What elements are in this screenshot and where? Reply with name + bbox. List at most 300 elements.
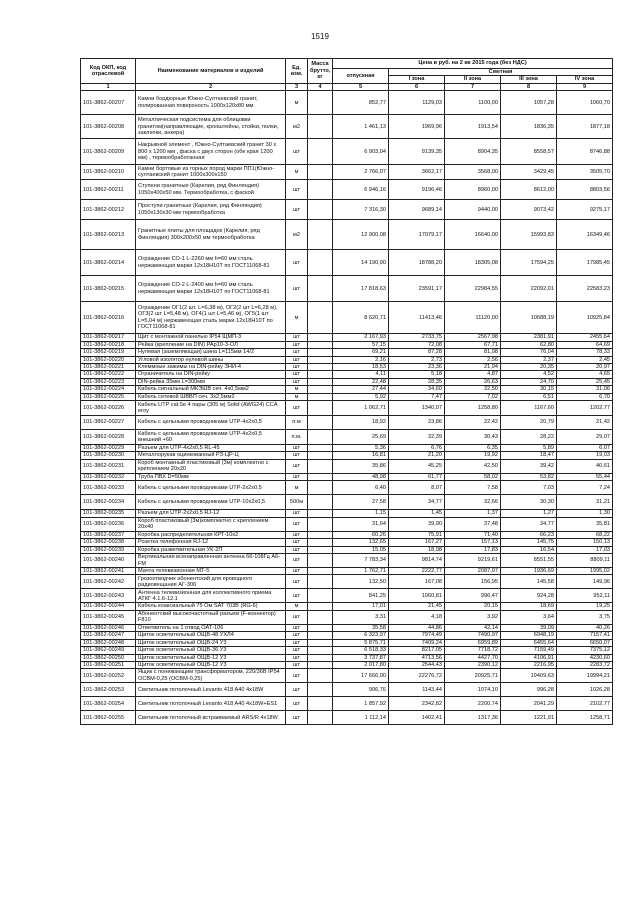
item-code: 101-3862-00235 — [81, 510, 136, 517]
price-zone1: 8,07 — [389, 481, 445, 495]
table-row — [81, 115, 613, 139]
page-number: 1519 — [311, 32, 329, 41]
item-name: Нулевая (заземляющая) шина L=115мм 14/2 — [136, 349, 286, 356]
price-zone2: 4427,70 — [445, 654, 501, 661]
price-zone4: 31,06 — [557, 386, 613, 393]
price-zone1: 167,27 — [389, 539, 445, 546]
item-name: DIN-рейка 35мм L=300мм — [136, 378, 286, 385]
item-code: 101-3862-00239 — [81, 546, 136, 553]
price-zone4: 22583,23 — [557, 276, 613, 302]
price-zone2: 30,43 — [445, 430, 501, 445]
price-zone4: 10925,84 — [557, 302, 613, 334]
price-zone3: 2216,95 — [501, 661, 557, 668]
item-code: 101-3862-00223 — [81, 378, 136, 385]
table-row — [81, 589, 613, 603]
item-code: 101-3862-00234 — [81, 495, 136, 510]
price-otpusk: 8 620,71 — [333, 302, 389, 334]
item-name: Мачта телевизионная МТ-5 — [136, 568, 286, 575]
price-otpusk: 7 316,30 — [333, 200, 389, 220]
item-code: 101-3862-00253 — [81, 683, 136, 697]
item-name: Ограждение СО-1 L-2260 мм h=60 мм сталь нержавеющая марки 12х18Н10Т по ГОСТ11068-81 — [136, 250, 286, 276]
price-zone2: 18305,08 — [445, 250, 501, 276]
price-zone2: 1,37 — [445, 510, 501, 517]
price-zone4: 68,22 — [557, 531, 613, 538]
price-otpusk: 69,21 — [333, 349, 389, 356]
price-otpusk: 1 062,71 — [333, 401, 389, 416]
price-zone2: 17,83 — [445, 546, 501, 553]
item-unit: шт — [286, 575, 308, 589]
price-zone2: 996,47 — [445, 589, 501, 603]
table-row — [81, 697, 613, 711]
item-mass — [308, 180, 333, 200]
item-name: Щиток осветительный ОЩВ-12 У3 — [136, 661, 286, 668]
price-zone2: 156,95 — [445, 575, 501, 589]
item-unit: м2 — [286, 115, 308, 139]
price-zone4: 21,42 — [557, 416, 613, 430]
item-unit: шт — [286, 517, 308, 531]
table-row — [81, 139, 613, 165]
price-zone3: 1936,69 — [501, 568, 557, 575]
item-mass — [308, 517, 333, 531]
price-otpusk: 2,16 — [333, 356, 389, 363]
price-zone3: 2041,29 — [501, 697, 557, 711]
item-unit: шт — [286, 669, 308, 683]
item-code: 101-3862-00229 — [81, 445, 136, 452]
price-otpusk: 1 857,92 — [333, 697, 389, 711]
price-zone4: 2102,77 — [557, 697, 613, 711]
price-zone3: 145,75 — [501, 539, 557, 546]
table-row — [81, 378, 613, 385]
price-otpusk: 1 762,71 — [333, 568, 389, 575]
price-zone1: 4713,56 — [389, 654, 445, 661]
item-name: Проступи гранитные (Карелия, ряд Финляндия) 1050х130х30 мм термообработка — [136, 200, 286, 220]
item-name: Грозоотводчик абонентский для проводного радиовещания АГ-306 — [136, 575, 286, 589]
price-zone3: 1167,60 — [501, 401, 557, 416]
price-zone4: 19,03 — [557, 452, 613, 459]
header-price-group: Цена в руб. на 2 кв 2015 года (без НДС) — [333, 59, 613, 69]
item-code: 101-3862-00243 — [81, 589, 136, 603]
price-zone3: 22092,01 — [501, 276, 557, 302]
price-zone1: 7409,24 — [389, 639, 445, 646]
table-row — [81, 363, 613, 370]
table-row — [81, 683, 613, 697]
price-zone2: 42,14 — [445, 624, 501, 631]
item-name: Вертикальная всенаправленная антенна 66-108Гц А6-FM — [136, 554, 286, 568]
item-code: 101-3862-00213 — [81, 220, 136, 250]
price-zone2: 81,98 — [445, 349, 501, 356]
price-zone1: 4,18 — [389, 610, 445, 624]
item-mass — [308, 452, 333, 459]
price-zone1: 1340,07 — [389, 401, 445, 416]
item-unit: шт — [286, 334, 308, 341]
price-otpusk: 12 900,08 — [333, 220, 389, 250]
item-mass — [308, 378, 333, 385]
item-code: 101-3862-00251 — [81, 661, 136, 668]
price-zone2: 4,87 — [445, 371, 501, 378]
price-zone1: 87,28 — [389, 349, 445, 356]
price-zone3: 20,35 — [501, 363, 557, 370]
item-mass — [308, 473, 333, 480]
item-mass — [308, 481, 333, 495]
item-unit: шт — [286, 363, 308, 370]
price-zone3: 19409,63 — [501, 669, 557, 683]
table-row — [81, 669, 613, 683]
item-unit: шт — [286, 610, 308, 624]
price-zone1: 11413,46 — [389, 302, 445, 334]
price-zone3: 15993,83 — [501, 220, 557, 250]
item-unit: м — [286, 91, 308, 115]
item-mass — [308, 165, 333, 180]
price-otpusk: 5,92 — [333, 393, 389, 400]
price-zone4: 149,96 — [557, 575, 613, 589]
price-zone3: 16,54 — [501, 546, 557, 553]
price-zone2: 20,15 — [445, 603, 501, 610]
price-zone2: 22,42 — [445, 416, 501, 430]
item-code: 101-3862-00227 — [81, 416, 136, 430]
item-mass — [308, 669, 333, 683]
price-zone4: 2283,72 — [557, 661, 613, 668]
price-otpusk: 852,77 — [333, 91, 389, 115]
price-zone4: 55,44 — [557, 473, 613, 480]
price-table — [80, 58, 613, 725]
item-name: Антенна телевизионная для коллективного приема АТКГ 4.1.6-12.1 — [136, 589, 286, 603]
price-zone4: 78,33 — [557, 349, 613, 356]
table-row — [81, 510, 613, 517]
price-zone4: 8809,11 — [557, 554, 613, 568]
price-zone1: 2,73 — [389, 356, 445, 363]
price-zone1: 75,91 — [389, 531, 445, 538]
header-smetnaya: Сметная — [389, 69, 613, 76]
price-otpusk: 2 017,80 — [333, 661, 389, 668]
price-zone3: 6948,19 — [501, 632, 557, 639]
item-mass — [308, 554, 333, 568]
table-row — [81, 165, 613, 180]
item-unit: шт — [286, 632, 308, 639]
item-mass — [308, 393, 333, 400]
price-otpusk: 25,69 — [333, 430, 389, 445]
price-zone1: 9689,14 — [389, 200, 445, 220]
item-unit: шт — [286, 276, 308, 302]
item-code: 101-3862-00228 — [81, 430, 136, 445]
table-row — [81, 517, 613, 531]
table-row — [81, 481, 613, 495]
item-name: Угловой изолятор нулевой шины — [136, 356, 286, 363]
item-code: 101-3862-00255 — [81, 711, 136, 725]
price-zone2: 1913,54 — [445, 115, 501, 139]
price-otpusk: 27,58 — [333, 495, 389, 510]
price-zone4: 35,81 — [557, 517, 613, 531]
item-code: 101-3862-00238 — [81, 539, 136, 546]
item-code: 101-3862-00248 — [81, 639, 136, 646]
item-unit: шт — [286, 356, 308, 363]
table-row — [81, 639, 613, 646]
price-zone4: 1060,70 — [557, 91, 613, 115]
table-row — [81, 546, 613, 553]
price-otpusk: 6,40 — [333, 481, 389, 495]
price-zone3: 3,64 — [501, 610, 557, 624]
item-unit: шт — [286, 697, 308, 711]
item-name: Светильник потолочный Levanto 418 A40 4х18W+ES1 — [136, 697, 286, 711]
item-unit: шт — [286, 180, 308, 200]
price-zone1: 8217,05 — [389, 647, 445, 654]
header-zone4: IV зона — [557, 76, 613, 83]
price-zone1: 2222,77 — [389, 568, 445, 575]
table-row — [81, 180, 613, 200]
price-zone3: 1,27 — [501, 510, 557, 517]
table-row — [81, 341, 613, 348]
item-name: Кабель сигнальный МКЭШВ сеч. 4х0,5мм2 — [136, 386, 286, 393]
price-zone4: 3,75 — [557, 610, 613, 624]
item-mass — [308, 416, 333, 430]
price-zone2: 7,58 — [445, 481, 501, 495]
item-name: Короб монтажный пластиковый (3м) комплектно с креплением 20х20 — [136, 459, 286, 473]
item-mass — [308, 632, 333, 639]
price-zone4: 150,13 — [557, 539, 613, 546]
item-unit: м — [286, 165, 308, 180]
item-name: Кабель сетевой ШВВП сеч. 3х2,5мм2 — [136, 393, 286, 400]
item-unit: шт — [286, 539, 308, 546]
price-zone2: 32,50 — [445, 386, 501, 393]
table-row — [81, 276, 613, 302]
price-zone4: 7157,41 — [557, 632, 613, 639]
item-name: Кабель с цельными проводниками UTP-4х2х0,5 — [136, 416, 286, 430]
price-zone2: 3568,00 — [445, 165, 501, 180]
item-code: 101-3862-00233 — [81, 481, 136, 495]
price-zone2: 1258,80 — [445, 401, 501, 416]
table-row — [81, 624, 613, 631]
item-name: Металлорукав оцинкованный РЗ-ЦР-Ц — [136, 452, 286, 459]
column-number: 7 — [445, 83, 501, 90]
price-otpusk: 17 666,00 — [333, 669, 389, 683]
price-zone4: 8803,56 — [557, 180, 613, 200]
price-zone1: 1129,03 — [389, 91, 445, 115]
price-zone3: 5,89 — [501, 445, 557, 452]
table-row — [81, 401, 613, 416]
price-otpusk: 6 518,33 — [333, 647, 389, 654]
price-zone2: 37,48 — [445, 517, 501, 531]
item-code: 101-3862-00236 — [81, 517, 136, 531]
item-mass — [308, 510, 333, 517]
item-mass — [308, 575, 333, 589]
header-mass: Масса брутто, кг — [308, 59, 333, 84]
price-zone2: 1317,36 — [445, 711, 501, 725]
item-unit: шт — [286, 139, 308, 165]
item-name: Ограждение ОГ1(2 шт. L=6,38 м), ОГ2(2 шт L=6,28 м), ОГ3(2 шт L=5,48 м), ОГ4(1 шт L=5,46 м), ОГ5(1 шт L=5,04 м) нержавеющая сталь марки 12х18Н10Т по ГОСТ11068-81 — [136, 302, 286, 334]
price-zone4: 6,07 — [557, 445, 613, 452]
item-name: Ящик с понижающим трансформатором, 220/36В IP54 ОСВМ-0,25 (ОСВМ-0,25) — [136, 669, 286, 683]
item-mass — [308, 546, 333, 553]
price-zone1: 167,08 — [389, 575, 445, 589]
price-zone2: 67,71 — [445, 341, 501, 348]
table-row — [81, 200, 613, 220]
item-unit: шт — [286, 639, 308, 646]
price-otpusk: 3,31 — [333, 610, 389, 624]
item-unit: шт — [286, 554, 308, 568]
price-zone3: 2381,91 — [501, 334, 557, 341]
item-name: Щиток осветительный ОЩВ-36 У3 — [136, 647, 286, 654]
price-zone1: 1,45 — [389, 510, 445, 517]
price-otpusk: 132,65 — [333, 539, 389, 546]
price-zone4: 1258,71 — [557, 711, 613, 725]
price-otpusk: 1 112,14 — [333, 711, 389, 725]
table-row — [81, 220, 613, 250]
price-otpusk: 6 323,97 — [333, 632, 389, 639]
price-zone3: 4,52 — [501, 371, 557, 378]
item-code: 101-3862-00246 — [81, 624, 136, 631]
item-unit: шт — [286, 568, 308, 575]
price-zone3: 39,09 — [501, 624, 557, 631]
price-zone1: 17079,17 — [389, 220, 445, 250]
price-zone1: 2342,82 — [389, 697, 445, 711]
item-mass — [308, 250, 333, 276]
price-zone1: 1402,41 — [389, 711, 445, 725]
item-mass — [308, 711, 333, 725]
price-zone4: 25,45 — [557, 378, 613, 385]
item-unit: шт — [286, 624, 308, 631]
price-zone1: 21,20 — [389, 452, 445, 459]
price-otpusk: 18,53 — [333, 363, 389, 370]
price-otpusk: 27,44 — [333, 386, 389, 393]
price-zone4: 4,65 — [557, 371, 613, 378]
price-zone4: 6650,07 — [557, 639, 613, 646]
item-mass — [308, 639, 333, 646]
price-zone1: 1143,44 — [389, 683, 445, 697]
price-zone3: 9073,42 — [501, 200, 557, 220]
price-zone4: 8746,88 — [557, 139, 613, 165]
item-code: 101-3862-00230 — [81, 452, 136, 459]
price-otpusk: 60,26 — [333, 531, 389, 538]
table-row — [81, 334, 613, 341]
header-name: Наименование материалов и изделий — [136, 59, 286, 84]
table-row — [81, 539, 613, 546]
price-zone3: 6,51 — [501, 393, 557, 400]
price-otpusk: 5,36 — [333, 445, 389, 452]
item-mass — [308, 647, 333, 654]
item-unit: шт — [286, 546, 308, 553]
item-code: 101-3862-00209 — [81, 139, 136, 165]
column-number: 2 — [136, 83, 286, 90]
price-zone4: 40,26 — [557, 624, 613, 631]
table-row — [81, 711, 613, 725]
price-zone4: 1202,77 — [557, 401, 613, 416]
table-row — [81, 610, 613, 624]
item-unit: шт — [286, 473, 308, 480]
item-name: Труба ПВХ D=50мм — [136, 473, 286, 480]
price-otpusk: 1 461,13 — [333, 115, 389, 139]
price-zone1: 18788,20 — [389, 250, 445, 276]
price-otpusk: 6 946,16 — [333, 180, 389, 200]
price-zone3: 30,15 — [501, 386, 557, 393]
item-code: 101-3862-00215 — [81, 276, 136, 302]
table-row — [81, 416, 613, 430]
price-zone1: 2544,43 — [389, 661, 445, 668]
price-zone1: 34,77 — [389, 495, 445, 510]
item-unit: м — [286, 481, 308, 495]
item-name: Щиток осветительный ОЩВ-48 УХЛ4 — [136, 632, 286, 639]
price-zone3: 924,28 — [501, 589, 557, 603]
item-unit: 500м — [286, 495, 308, 510]
item-code: 101-3862-00207 — [81, 91, 136, 115]
item-unit: шт — [286, 589, 308, 603]
price-zone1: 7,47 — [389, 393, 445, 400]
item-code: 101-3862-00225 — [81, 393, 136, 400]
item-code: 101-3862-00226 — [81, 401, 136, 416]
item-code: 101-3862-00214 — [81, 250, 136, 276]
item-mass — [308, 302, 333, 334]
item-name: Накрывной элемент , Южно-Султаевский гранит 30 x 800 x 1200 мм , фаска с двух сторон (обе края 1200 мм) , термообработанная — [136, 139, 286, 165]
price-zone3: 1057,28 — [501, 91, 557, 115]
item-mass — [308, 624, 333, 631]
item-code: 101-3862-00250 — [81, 654, 136, 661]
price-zone3: 10688,19 — [501, 302, 557, 334]
price-zone4: 19,25 — [557, 603, 613, 610]
item-mass — [308, 654, 333, 661]
item-unit: шт — [286, 654, 308, 661]
table-row — [81, 661, 613, 668]
price-zone2: 157,13 — [445, 539, 501, 546]
item-name: Камни бортовые из горных пород марки ПП1(Южно-султаевский гранит 1000х300х150 — [136, 165, 286, 180]
item-mass — [308, 363, 333, 370]
price-zone1: 39,90 — [389, 517, 445, 531]
item-mass — [308, 276, 333, 302]
price-zone1: 44,86 — [389, 624, 445, 631]
price-zone2: 9440,00 — [445, 200, 501, 220]
item-code: 101-3862-00252 — [81, 669, 136, 683]
item-name: Абонентский высокочастотный разъем (F-коннектор) F810 — [136, 610, 286, 624]
price-zone2: 26,63 — [445, 378, 501, 385]
price-otpusk: 48,98 — [333, 473, 389, 480]
item-code: 101-3862-00249 — [81, 647, 136, 654]
item-mass — [308, 445, 333, 452]
price-zone4: 19994,21 — [557, 669, 613, 683]
price-zone3: 39,42 — [501, 459, 557, 473]
price-zone2: 2567,98 — [445, 334, 501, 341]
price-zone1: 2733,75 — [389, 334, 445, 341]
item-unit: шт — [286, 510, 308, 517]
price-zone3: 28,22 — [501, 430, 557, 445]
item-name: Ограничитель на DIN-рейку — [136, 371, 286, 378]
price-otpusk: 22,48 — [333, 378, 389, 385]
item-name: Щиток осветительный ОЩВ-24 У3 — [136, 639, 286, 646]
price-zone3: 4106,91 — [501, 654, 557, 661]
item-name: Металлическая подсистема для облицовки гранитом(направляющие, кронштейны, стойки, полки, заклепки, анкера) — [136, 115, 286, 139]
item-unit: шт — [286, 250, 308, 276]
price-zone3: 76,04 — [501, 349, 557, 356]
price-zone3: 8612,00 — [501, 180, 557, 200]
item-mass — [308, 610, 333, 624]
price-zone3: 7159,49 — [501, 647, 557, 654]
item-name: Ступени гранитные (Карелия, ряд Финляндия) 1050х400х50 мм. Термообработка, с фаской — [136, 180, 286, 200]
item-mass — [308, 661, 333, 668]
item-mass — [308, 589, 333, 603]
item-name: Коробка разветвительная УК-2П — [136, 546, 286, 553]
price-zone3: 3429,45 — [501, 165, 557, 180]
column-numbers-row — [81, 83, 613, 90]
price-zone3: 7,03 — [501, 481, 557, 495]
item-code: 101-3862-00232 — [81, 473, 136, 480]
price-zone1: 23591,17 — [389, 276, 445, 302]
item-code: 101-3862-00220 — [81, 356, 136, 363]
price-zone4: 29,07 — [557, 430, 613, 445]
price-zone2: 58,02 — [445, 473, 501, 480]
price-zone4: 2455,64 — [557, 334, 613, 341]
item-unit: п.м — [286, 416, 308, 430]
price-zone3: 34,77 — [501, 517, 557, 531]
item-name: Щиток осветительный ОЩВ-12 У3 — [136, 654, 286, 661]
item-code: 101-3862-00242 — [81, 575, 136, 589]
price-zone4: 20,97 — [557, 363, 613, 370]
item-unit: м — [286, 386, 308, 393]
